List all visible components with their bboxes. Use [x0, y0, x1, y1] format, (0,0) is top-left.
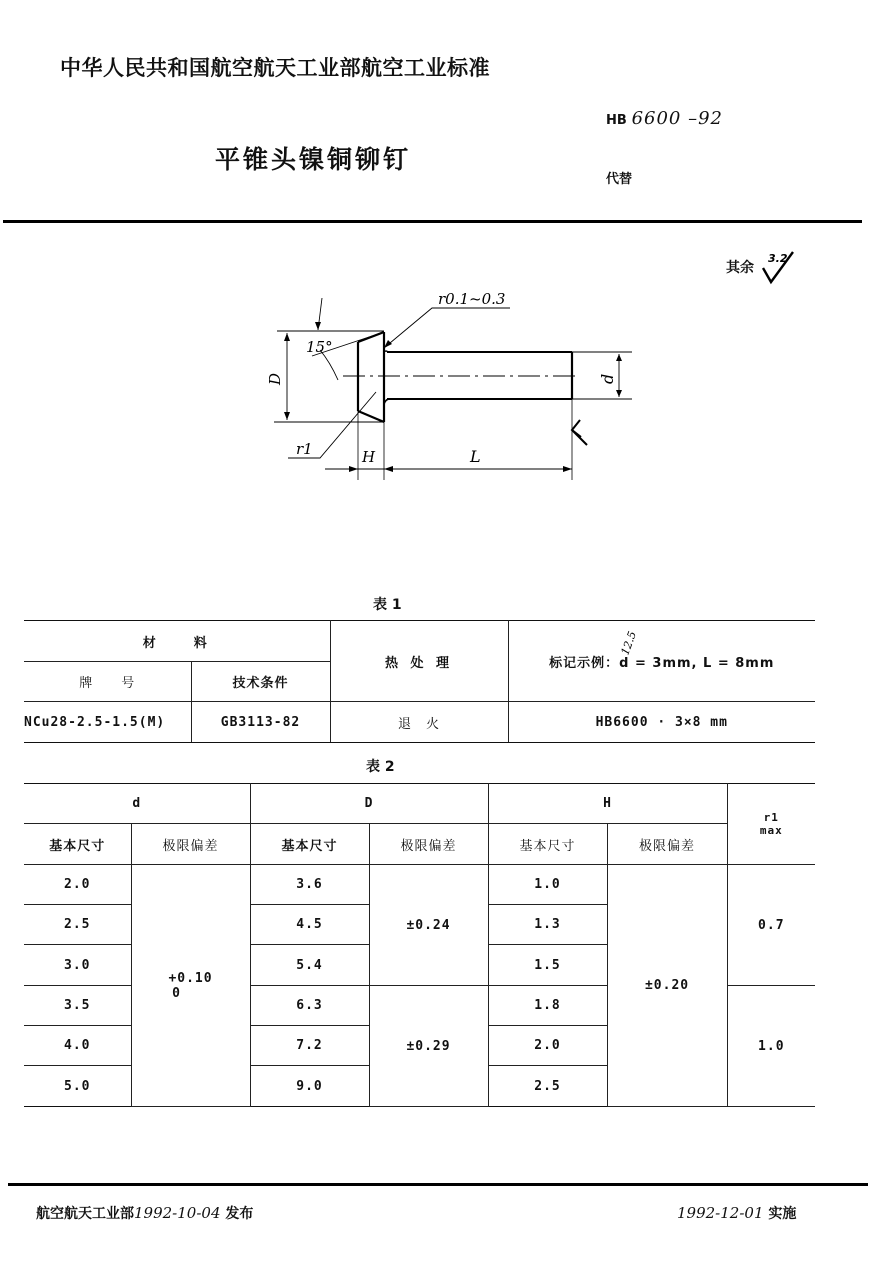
- effective-label: 实施: [768, 1206, 797, 1222]
- material-header: 材 料: [24, 621, 330, 662]
- d-value: 3.0: [24, 945, 131, 986]
- issuing-organization: 中华人民共和国航空航天工业部航空工业标准: [60, 56, 490, 80]
- table2-caption: 表 2: [366, 759, 395, 775]
- heat-treatment-value: 退 火: [330, 702, 508, 743]
- D-value: 4.5: [250, 905, 369, 945]
- D-value: 5.4: [250, 945, 369, 986]
- D-tolerance: ±0.29: [369, 986, 488, 1107]
- svg-text:15°: 15°: [306, 338, 333, 356]
- H-tolerance: ±0.20: [607, 865, 727, 1107]
- H-value: 1.8: [488, 986, 607, 1026]
- d-tolerance-upper: +0.10: [168, 970, 213, 986]
- marking-value: HB6600 · 3×8 mm: [508, 702, 815, 743]
- group-d-header: d: [24, 784, 250, 824]
- d-tolerance: [131, 865, 250, 1107]
- tech-condition-value: GB3113-82: [191, 702, 330, 743]
- effective-line: [677, 1203, 796, 1223]
- header-divider: [3, 220, 862, 223]
- marking-example-header: 标记示例：d = 3mm, L = 8mm: [508, 621, 815, 702]
- H-value: 1.3: [488, 905, 607, 945]
- group-H-header: H: [488, 784, 727, 824]
- D-tolerance: ±0.24: [369, 865, 488, 986]
- svg-text:12.5: 12.5: [618, 629, 640, 657]
- standard-prefix: HB: [606, 113, 627, 128]
- table-row: [24, 865, 815, 905]
- roughness-check-icon: [759, 250, 799, 286]
- group-D-header: D: [250, 784, 488, 824]
- svg-text:r1: r1: [296, 440, 313, 458]
- svg-text:H: H: [362, 448, 376, 466]
- r1-max-value: 1.0: [727, 986, 815, 1107]
- D-basic-header: 基本尺寸: [250, 824, 369, 865]
- H-value: 2.5: [488, 1066, 607, 1107]
- standard-code: 6600 –92: [631, 108, 724, 129]
- D-value: 3.6: [250, 865, 369, 905]
- grade-header: 牌 号: [24, 662, 191, 702]
- D-value: 7.2: [250, 1026, 369, 1066]
- issue-line: [36, 1203, 253, 1223]
- H-value: 2.0: [488, 1026, 607, 1066]
- r1-max-value: 0.7: [727, 865, 815, 986]
- D-value: 9.0: [250, 1066, 369, 1107]
- H-tolerance-header: 极限偏差: [607, 824, 727, 865]
- d-value: 5.0: [24, 1066, 131, 1107]
- H-value: 1.5: [488, 945, 607, 986]
- svg-text:3.2: 3.2: [767, 252, 788, 265]
- heat-treatment-header: 热 处 理: [330, 621, 508, 702]
- grade-value: NCu28-2.5-1.5(M): [24, 702, 191, 743]
- H-value: 1.0: [488, 865, 607, 905]
- roughness-note: [726, 250, 799, 286]
- replaces-label: 代替: [606, 172, 633, 187]
- issuer: 航空航天工业部: [36, 1206, 134, 1222]
- issue-label: 发布: [225, 1206, 254, 1222]
- roughness-label: 其余: [726, 260, 754, 276]
- r1-max-label: max: [759, 824, 783, 837]
- svg-text:D: D: [266, 372, 284, 385]
- d-value: 4.0: [24, 1026, 131, 1066]
- d-value: 3.5: [24, 986, 131, 1026]
- D-value: 6.3: [250, 986, 369, 1026]
- tech-condition-header: 技术条件: [191, 662, 330, 702]
- document-title: 平锥头镍铜铆钉: [215, 145, 412, 174]
- table1-caption: 表 1: [373, 597, 402, 613]
- d-basic-header: 基本尺寸: [24, 824, 131, 865]
- footer-divider: [8, 1183, 868, 1186]
- issue-date: 1992-10-04: [134, 1204, 221, 1222]
- r1-label: r1: [763, 811, 779, 824]
- d-tolerance-header: 极限偏差: [131, 824, 250, 865]
- H-basic-header: 基本尺寸: [488, 824, 607, 865]
- effective-date: 1992-12-01: [677, 1204, 764, 1222]
- d-value: 2.0: [24, 865, 131, 905]
- d-tolerance-lower: 0: [172, 985, 181, 1001]
- standard-number: [606, 108, 723, 129]
- table2-dimensions: [24, 783, 815, 1107]
- D-tolerance-header: 极限偏差: [369, 824, 488, 865]
- group-r1-header: [727, 784, 815, 865]
- svg-text:r0.1~0.3: r0.1~0.3: [438, 290, 506, 308]
- d-value: 2.5: [24, 905, 131, 945]
- svg-text:d: d: [598, 373, 617, 384]
- svg-text:L: L: [470, 447, 481, 466]
- table1-material-spec: [24, 620, 815, 743]
